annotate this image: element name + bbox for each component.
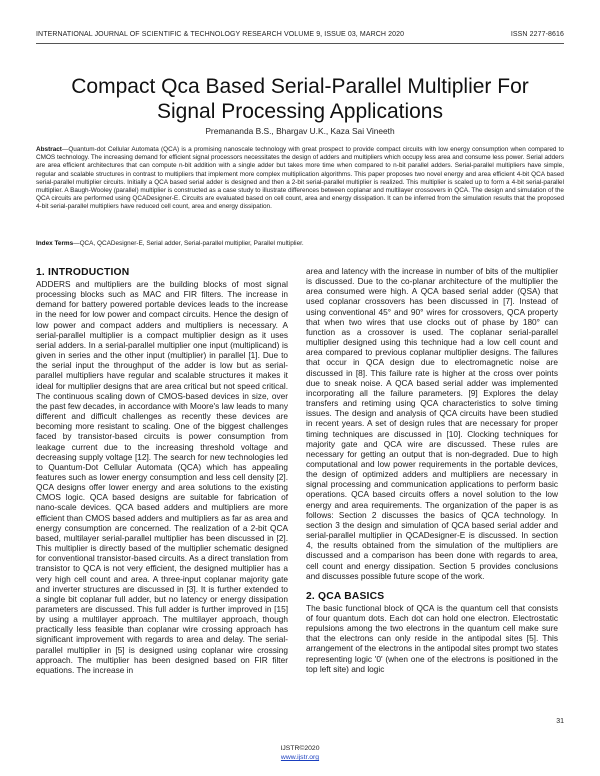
abstract xyxy=(36,146,564,212)
qca-basics-paragraph: The basic functional block of QCA is the quantum cell that consists of four quantum dots. Each dot can hold one electron. Electrostatic repulsions among the two electrons in the quantum cell make sure that the electrons can only reside in the antipodal sites [5]. This arrangement of the electrons in the antipodal sites prompt two states representing logic '0' (when one of the electrons is positioned in the top left site) and logic xyxy=(306,602,558,674)
index-terms-text: —QCA, QCADesigner-E, Serial adder, Serial-parallel multiplier, Parallel multiplier. xyxy=(73,240,304,247)
section-gap xyxy=(306,581,558,590)
section-heading-introduction: 1. INTRODUCTION xyxy=(36,267,130,278)
footer-url-link[interactable]: www.ijstr.org xyxy=(280,754,320,761)
journal-name: INTERNATIONAL JOURNAL OF SCIENTIFIC & TECHNOLOGY RESEARCH VOLUME 9, ISSUE 03, MARCH 2020 xyxy=(36,31,405,38)
introduction-continued: area and latency with the increase in number of bits of the multiplier is discussed. Due to the co-planar architecture of the multiplier the area consumed were high. A QCA based serial adder (QSA) that used coplanar crossovers has been discussed in [7]. Instead of using conventional 45° and 90° wires for crossovers, QCA property that when two wires that use clocks out of phase by 180° can function as a crossover is used. The coplanar serial-parallel multiplier designed using this technique had a low cell count and area compared to previous coplanar multiplier designs. The failures that occur in QCA design due to electromagnetic noise are discussed in [8]. This failure rate is higher at the cross over points due to sneak noise. A QCA based serial adder was implemented incorporating all the failure parameters. [9] Explores the delay transfers and retiming using QCA characteristics to solve timing issues. The design and analysis of QCA circuits have been studied in recent years. A set of design rules that are necessary for proper timing techniques are discussed in [10]. Clocking techniques for majority gate and QCA wire are discussed. These rules are necessary for getting an output that is non-degraded. Due to high computational and low power requirements in the portable devices, the design of optimized adders and multipliers are necessary in signal processing and communication applications to perform basic operations. QCA based circuits offers a novel solution to the low energy and area requirements. The organization of the paper is as follows: Section 2 discusses the basics of QCA technology. In section 3 the design and simulation of QCA based serial adder and serial-parallel multiplier in QCADesigner-E is discussed. In section 4, the results obtained from the simulation of the multipliers are discussed and a comparison has been done with regards to area, cell count and energy dissipation. Section 5 provides conclusions and discusses possible future scope of the work. xyxy=(306,266,558,581)
page-number: 31 xyxy=(556,718,564,725)
issn: ISSN 2277-8616 xyxy=(510,31,564,38)
index-terms xyxy=(36,240,564,248)
abstract-label: Abstract xyxy=(36,146,62,153)
header-rule xyxy=(36,43,564,44)
right-column xyxy=(306,266,558,674)
left-column xyxy=(36,266,288,675)
page-footer xyxy=(0,744,600,762)
abstract-text: —Quantum-dot Cellular Automata (QCA) is a promising nanoscale technology with great prospect to provide compact circuits with low energy consumption when compared to CMOS technology. The increasing demand for efficient signal processors necessitates the design of adders and multipliers which occupy less area and consume less power. Serial adders are area efficient architectures that can compute n-bit addition with a single adder but takes more time when compared to n-bit parallel adders. Serial-parallel multipliers have simple, regular and scalable structures in contrast to multipliers that implement more complex multiplication algorithms. This paper proposes two novel energy and area efficient 4-bit QCA based serial-parallel multiplier circuits. Initially a QCA based serial adder is designed and then a 2-bit serial-parallel multiplier is realized. This multiplier is scaled up to form a 4-bit serial-parallel multiplier. A Baugh-Wooley (parallel) multiplier is constructed as a case study to illustrate differences between coplanar and multilayer crossovers in QCA. The design and simulation of the QCA circuits are performed using QCADesigner-E. Circuits are evaluated based on cell count, area and energy dissipation. It can be inferred from the simulation results that the proposed 4-bit serial-parallel multipliers have reduced cell count, area and energy dissipation. xyxy=(36,146,564,211)
index-terms-label: Index Terms xyxy=(36,240,74,247)
authors: Premananda B.S., Bhargav U.K., Kaza Sai Vineeth xyxy=(205,126,395,136)
introduction-paragraph: ADDERS and multipliers are the building blocks of most signal processing blocks such as MAC and FIR filters. The increase in demand for battery powered portable devices leads to the increase in the need for low power and compact circuits. Hence the design of low power and compact adders and multipliers is necessary. A serial-parallel multiplier is a compact multiplier design as it uses serial adders. In a serial-parallel multiplier one input (multiplicand) is given in series and the other input (multiplier) in parallel [1]. Due to the serial input the throughput of the adder is low but as serial-parallel multipliers have regular and scalable structures it makes it ideal for multiplier designs that are area critical but not speed critical. The continuous scaling down of CMOS-based devices in size, over the past few decades, in accordance with Moore's law leads to many different and difficult challenges as recently these devices are becoming more resistant to scaling. One of the biggest challenges faced by transistor-based circuits is power consumption from leakage current due to the increasing threshold voltage and decreasing supply voltage [12]. The search for new technologies led to Quantum-Dot Cellular Automata (QCA) which has appealing features such as lower energy consumption and less cell density [2]. QCA designs offer lower energy and area solutions to the existing CMOS logic. QCA based designs are suitable for fabrication of nano-scale devices. QCA based adders and multipliers are more efficient than CMOS based adders and multipliers as far as area and energy consumption are concerned. The realization of a 2-bit QCA based, multilayer serial-parallel multiplier has been discussed in [2]. This multiplier is directly based of the multiplier schematic designed for conventional transistor-based circuits. As a direct translation from transistor to QCA is not very efficient, the designed multiplier has a very high cell count and area. A three-input coplanar majority gate and inverter structures are discussed in [3]. It is further extended to a single bit coplanar full adder, but no latency or energy dissipation parameters are discussed. This full adder is further improved in [15] by using a multilayer approach. The multilayer approach, though practically less feasible than coplanar wire crossing approach has significant improvement with regards to area and delay. The serial-parallel multiplier in [5] is designed using coplanar wire crossing approach. The multiplier has been designed based on FIR filter equations. The increase in xyxy=(36,279,289,675)
paper-title: Compact Qca Based Serial-Parallel Multiplier For Signal Processing Applications xyxy=(71,75,529,124)
section-heading-qca-basics: 2. QCA BASICS xyxy=(306,590,385,602)
footer-code: IJSTR©2020 xyxy=(280,745,320,752)
